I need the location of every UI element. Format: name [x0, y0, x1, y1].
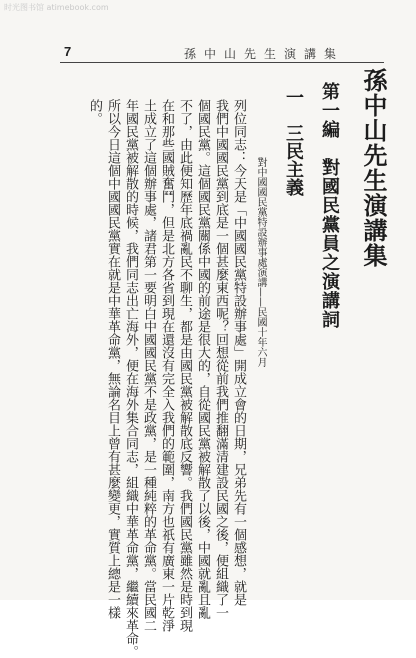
body-column: 年國民黨被解散的時候，我們同志出亡海外，便在海外集合同志，組織中華革命黨，繼續來革命。: [123, 99, 138, 658]
watermark: 时光图书馆 atimebook.com: [4, 3, 109, 12]
part-title: 第一編 對國民黨員之演講詞: [319, 82, 340, 329]
body-column: 的。: [87, 99, 102, 125]
speech-subtitle: 對中國國民黨特設辦事處演講——民國十年六月: [255, 157, 266, 367]
body-column: 不了，由此便知歷年底禍亂民不聊生，都是由國民黨被解散底反響。我們國民黨雖然是時到現: [177, 99, 192, 632]
page-number: 7: [64, 44, 72, 59]
body-column: 所以今日這個中國國民黨實在就是中華革命黨，無論名目上曾有甚麼變更，實質上總是一樣: [105, 99, 120, 619]
header-rule: [60, 62, 384, 63]
body-column: 個國民黨。這個國民黨關係中國的前途是很大的，自從國民黨被解散了以後，中國就亂且亂: [195, 99, 210, 619]
body-column: 列位同志：今天是「中國國民黨特設辦事處」開成立會的日期，兄弟先有一個感想，就是: [231, 99, 246, 606]
body-column: 在和那些國賊奮鬥，但是北方各省到現在還沒有完全入我們的範圍，南方也祇有廣東一片乾淨: [159, 99, 174, 632]
body-column: 我們中國國民黨到底是一個甚麼東西呢？回想從前我們推翻滿清建設民國之後，便組織了一: [213, 99, 228, 619]
running-header-title: 孫中山先生演講集: [183, 47, 344, 61]
body-column: 土成立了這個辦事處，諸君第一要明白中國國民黨不是政黨，是一種純粹的革命黨。當民國二: [141, 99, 156, 632]
section-title: 一 三民主義: [283, 88, 304, 196]
book-title: 孫中山先生演講集: [359, 68, 388, 268]
